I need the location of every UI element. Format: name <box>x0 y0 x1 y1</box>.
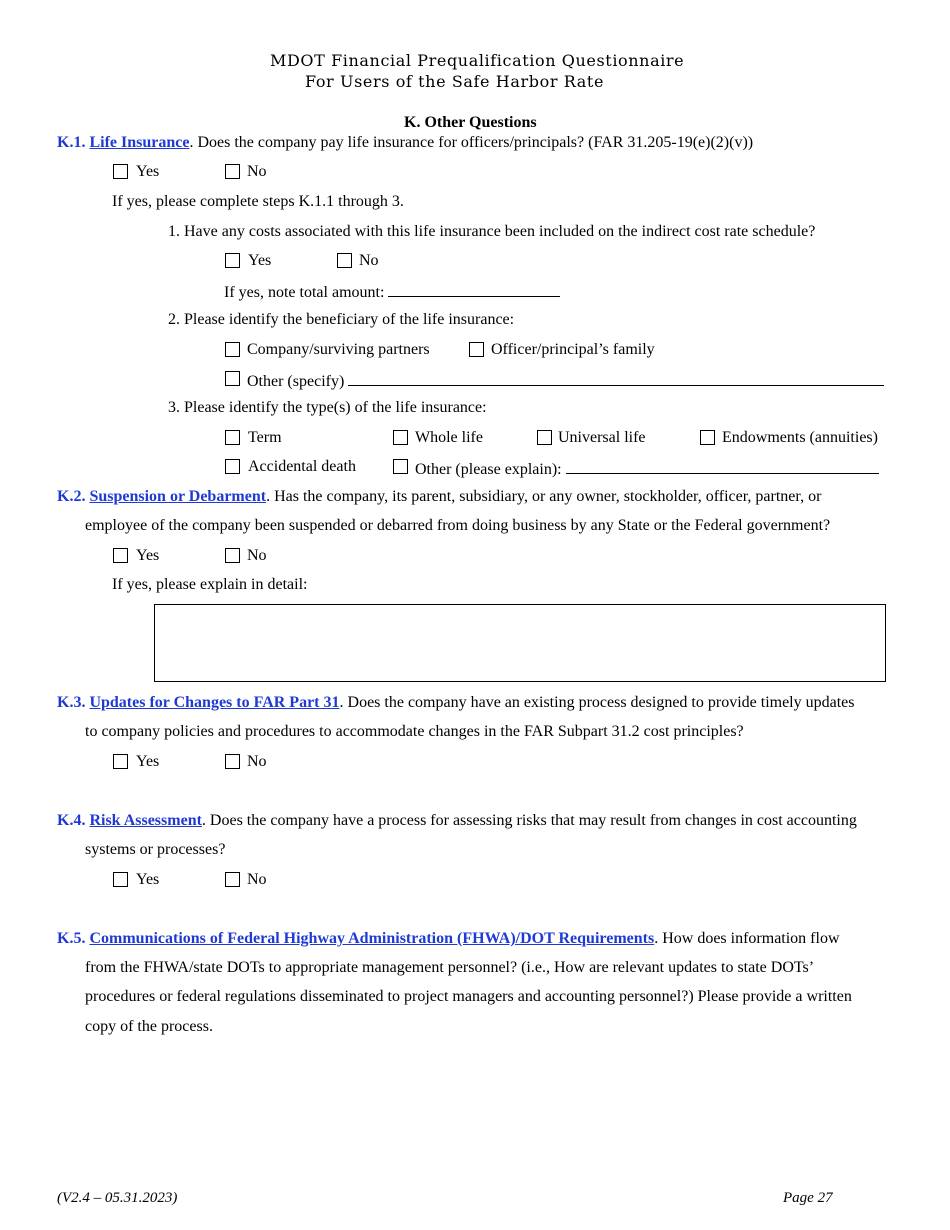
k1-no-label: No <box>247 163 267 180</box>
k1-no-checkbox[interactable] <box>225 164 240 179</box>
k1-1-amount-label: If yes, note total amount: <box>224 284 385 301</box>
k3-number: K.3. <box>57 694 86 711</box>
k1-2-officer-checkbox[interactable] <box>469 342 484 357</box>
k2-no-label: No <box>247 547 267 564</box>
k1-3-whole-label: Whole life <box>415 429 483 446</box>
k4-question-line1 <box>57 812 857 830</box>
k5-fhwa-dot-link[interactable]: Communications of Federal Highway Administration (FHWA)/DOT Requirements <box>89 930 655 947</box>
k1-3-question: 3. Please identify the type(s) of the life insurance: <box>168 399 487 416</box>
k1-yes-label: Yes <box>136 163 160 180</box>
k2-yes-label: Yes <box>136 547 160 564</box>
k5-text-line1: . How does information flow <box>654 930 840 947</box>
k2-text-line1: . Has the company, its parent, subsidiary, or any owner, stockholder, officer, partner, or <box>266 488 822 505</box>
k3-far-part-31-link[interactable]: Updates for Changes to FAR Part 31 <box>89 694 340 711</box>
k3-yes-checkbox[interactable] <box>113 754 128 769</box>
k5-question-line4: copy of the process. <box>85 1018 213 1035</box>
k2-no-checkbox[interactable] <box>225 548 240 563</box>
k4-yes-label: Yes <box>136 871 160 888</box>
footer-version: (V2.4 – 05.31.2023) <box>57 1190 178 1206</box>
k1-1-amount-row <box>224 281 560 302</box>
k3-yes-label: Yes <box>136 753 160 770</box>
k5-question-line1 <box>57 930 840 948</box>
k2-instruction: If yes, please explain in detail: <box>112 576 308 593</box>
k2-yes-checkbox[interactable] <box>113 548 128 563</box>
k2-question-line2: employee of the company been suspended or debarred from doing business by any State or the Federal government? <box>85 517 831 534</box>
k1-2-other-label: Other (specify) <box>247 373 345 390</box>
k1-3-other-label: Other (please explain): <box>415 461 562 478</box>
k1-3-endow-checkbox[interactable] <box>700 430 715 445</box>
k1-instruction: If yes, please complete steps K.1.1 through 3. <box>112 193 404 210</box>
k2-suspension-debarment-link[interactable]: Suspension or Debarment <box>89 488 267 505</box>
k1-2-question: 2. Please identify the beneficiary of the life insurance: <box>168 311 515 328</box>
k1-2-company-checkbox[interactable] <box>225 342 240 357</box>
k3-no-checkbox[interactable] <box>225 754 240 769</box>
k1-1-no-checkbox[interactable] <box>337 253 352 268</box>
k1-number: K.1. <box>57 134 86 151</box>
k5-question-line2: from the FHWA/state DOTs to appropriate management personnel? (i.e., How are relevant updates to state DOTs’ <box>85 959 815 976</box>
k4-question-line2: systems or processes? <box>85 841 226 858</box>
k4-risk-assessment-link[interactable]: Risk Assessment <box>89 812 202 829</box>
k3-text-line1: . Does the company have an existing process designed to provide timely updates <box>339 694 855 711</box>
k1-3-endow-label: Endowments (annuities) <box>722 429 878 446</box>
document-subtitle: For Users of the Safe Harbor Rate <box>305 72 605 91</box>
k1-2-other-field[interactable] <box>348 370 884 386</box>
k3-question-line1 <box>57 694 855 712</box>
k1-1-yes-label: Yes <box>248 252 272 269</box>
k1-2-company-label: Company/surviving partners <box>247 341 430 358</box>
k5-number: K.5. <box>57 930 86 947</box>
k1-yes-checkbox[interactable] <box>113 164 128 179</box>
k5-question-line3: procedures or federal regulations disseminated to project managers and accounting personnel?) Please provide a written <box>85 988 852 1005</box>
k1-3-term-checkbox[interactable] <box>225 430 240 445</box>
k1-1-question: 1. Have any costs associated with this life insurance been included on the indirect cost rate schedule? <box>168 223 816 240</box>
k4-number: K.4. <box>57 812 86 829</box>
footer-page-number: Page 27 <box>783 1190 833 1206</box>
k1-2-other-row <box>247 370 884 391</box>
k1-3-term-label: Term <box>248 429 282 446</box>
k1-1-yes-checkbox[interactable] <box>225 253 240 268</box>
k4-yes-checkbox[interactable] <box>113 872 128 887</box>
section-title: K. Other Questions <box>404 114 537 131</box>
k1-2-officer-label: Officer/principal’s family <box>491 341 655 358</box>
k2-question-line1 <box>57 488 821 506</box>
k3-no-label: No <box>247 753 267 770</box>
k1-3-accidental-checkbox[interactable] <box>225 459 240 474</box>
k2-explanation-textbox[interactable] <box>154 604 886 682</box>
k1-1-no-label: No <box>359 252 379 269</box>
k1-3-universal-checkbox[interactable] <box>537 430 552 445</box>
k1-1-amount-field[interactable] <box>388 281 560 297</box>
k1-3-whole-checkbox[interactable] <box>393 430 408 445</box>
k4-no-label: No <box>247 871 267 888</box>
k1-life-insurance-link[interactable]: Life Insurance <box>89 134 190 151</box>
k1-3-other-checkbox[interactable] <box>393 459 408 474</box>
k1-3-other-field[interactable] <box>566 458 879 474</box>
k1-3-other-row <box>415 458 879 479</box>
k1-2-other-checkbox[interactable] <box>225 371 240 386</box>
k2-number: K.2. <box>57 488 86 505</box>
document-title: MDOT Financial Prequalification Questionnaire <box>270 51 685 70</box>
k1-3-accidental-label: Accidental death <box>248 458 356 475</box>
k4-text-line1: . Does the company have a process for assessing risks that may result from changes in cost accounting <box>201 812 857 829</box>
k1-text: . Does the company pay life insurance for officers/principals? (FAR 31.205-19(e)(2)(v)) <box>189 134 754 151</box>
k1-3-universal-label: Universal life <box>558 429 646 446</box>
k3-question-line2: to company policies and procedures to accommodate changes in the FAR Subpart 31.2 cost principles? <box>85 723 744 740</box>
k1-question <box>57 134 753 152</box>
k4-no-checkbox[interactable] <box>225 872 240 887</box>
